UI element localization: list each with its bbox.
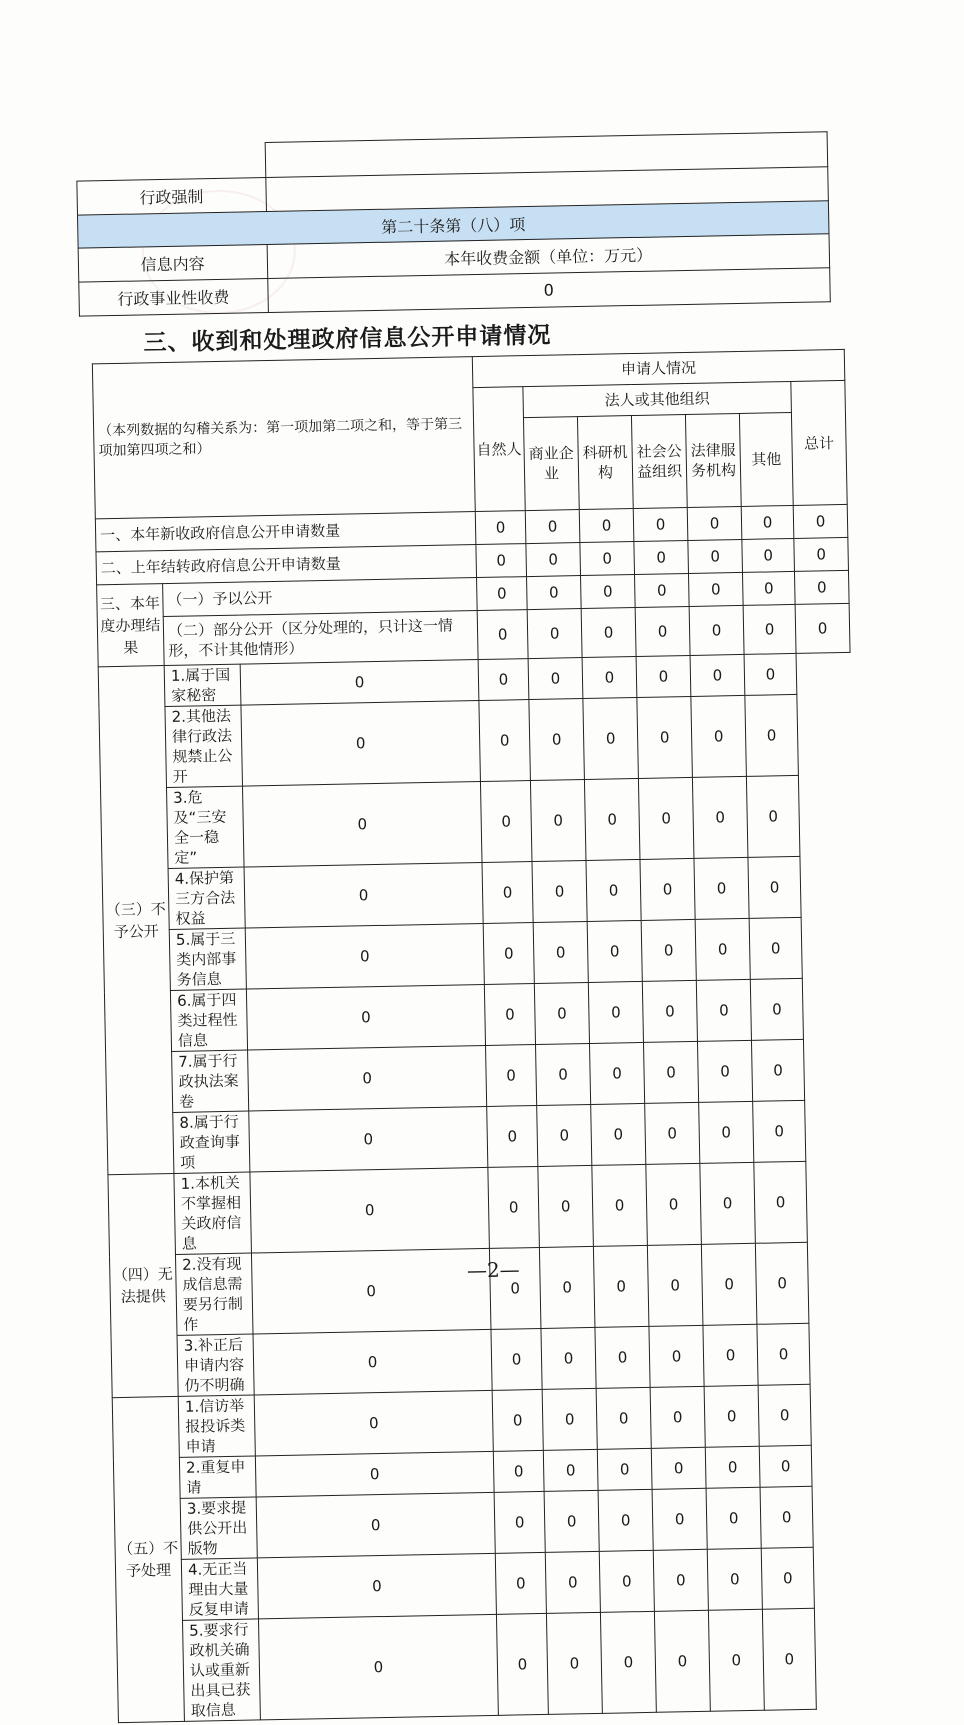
count-cell: 0 bbox=[244, 862, 483, 928]
count-cell: 0 bbox=[689, 605, 744, 655]
count-cell: 0 bbox=[640, 858, 695, 920]
count-cell: 0 bbox=[542, 1388, 597, 1450]
table-row bbox=[108, 1160, 861, 1255]
count-cell: 0 bbox=[749, 917, 802, 979]
count-cell: 0 bbox=[256, 1492, 495, 1558]
count-cell: 0 bbox=[598, 1489, 653, 1551]
row-label: 6.属于四类过程性信息 bbox=[170, 989, 247, 1051]
count-cell: 0 bbox=[587, 920, 642, 982]
row-label: 一、本年新收政府信息公开申请数量 bbox=[95, 512, 476, 552]
count-cell: 0 bbox=[696, 979, 751, 1041]
count-cell: 0 bbox=[649, 1325, 704, 1387]
section-heading: 三、收到和处理政府信息公开申请情况 bbox=[143, 322, 552, 357]
admin-fee-label: 行政事业性收费 bbox=[79, 279, 268, 317]
count-cell: 0 bbox=[634, 540, 689, 574]
result-category: 三、本年度办理结果 bbox=[97, 584, 165, 667]
count-cell: 0 bbox=[479, 700, 531, 782]
count-cell: 0 bbox=[650, 1386, 705, 1448]
count-cell: 0 bbox=[258, 1614, 498, 1720]
row-label: 5.要求行政机关确认或重新出具已获取信息 bbox=[182, 1619, 260, 1721]
count-cell: 0 bbox=[694, 857, 749, 919]
count-cell: 0 bbox=[589, 1042, 644, 1104]
admin-fee-value: 0 bbox=[267, 268, 830, 313]
count-cell: 0 bbox=[544, 1490, 599, 1552]
count-cell: 0 bbox=[748, 856, 801, 918]
applicant-header: 申请人情况 bbox=[472, 349, 845, 387]
count-cell: 0 bbox=[254, 1390, 493, 1456]
count-cell: 0 bbox=[700, 1162, 756, 1244]
row-label: 二、上年结转政府信息公开申请数量 bbox=[96, 545, 477, 585]
count-cell: 0 bbox=[597, 1448, 652, 1490]
table-row bbox=[117, 1607, 871, 1722]
count-cell: 0 bbox=[477, 610, 528, 660]
count-cell: 0 bbox=[494, 1491, 545, 1553]
row-label: 2.没有现成信息需要另行制作 bbox=[175, 1253, 253, 1335]
count-cell: 0 bbox=[641, 919, 696, 981]
count-cell: 0 bbox=[688, 539, 743, 573]
count-cell: 0 bbox=[751, 1039, 804, 1101]
count-cell: 0 bbox=[741, 505, 794, 539]
legal-entity-header: 法人或其他组织 bbox=[523, 381, 792, 417]
row-label: 2.其他法律行政法规禁止公开 bbox=[165, 705, 243, 787]
count-cell: 0 bbox=[707, 1548, 762, 1610]
count-cell: 0 bbox=[753, 1100, 806, 1162]
count-cell: 0 bbox=[483, 923, 534, 985]
count-cell: 0 bbox=[755, 1242, 809, 1324]
enforcement-label: 行政强制 bbox=[77, 178, 266, 216]
count-cell: 0 bbox=[690, 654, 745, 696]
count-cell: 0 bbox=[596, 1387, 651, 1449]
count-cell: 0 bbox=[697, 1040, 752, 1102]
col-other: 其他 bbox=[739, 412, 793, 506]
count-cell: 0 bbox=[759, 1445, 812, 1487]
count-cell: 0 bbox=[704, 1385, 759, 1447]
col-business: 商业企业 bbox=[523, 417, 579, 511]
count-cell: 0 bbox=[600, 1611, 656, 1713]
row-label: 3.要求提供公开出版物 bbox=[180, 1497, 257, 1559]
count-cell: 0 bbox=[646, 1163, 702, 1245]
article-band: 第二十条第（八）项 bbox=[78, 201, 829, 248]
count-cell: 0 bbox=[527, 609, 582, 659]
count-cell: 0 bbox=[475, 511, 526, 545]
count-cell: 0 bbox=[757, 1323, 810, 1385]
count-cell: 0 bbox=[541, 1327, 596, 1389]
count-cell: 0 bbox=[795, 603, 850, 653]
count-cell: 0 bbox=[484, 984, 535, 1046]
count-cell: 0 bbox=[492, 1389, 543, 1451]
count-cell: 0 bbox=[527, 576, 582, 610]
count-cell: 0 bbox=[528, 658, 583, 700]
count-cell: 0 bbox=[257, 1553, 496, 1619]
count-cell: 0 bbox=[580, 542, 635, 576]
count-cell: 0 bbox=[652, 1488, 707, 1550]
count-cell: 0 bbox=[793, 504, 848, 538]
count-cell: 0 bbox=[745, 694, 799, 776]
count-cell: 0 bbox=[687, 506, 742, 540]
count-cell: 0 bbox=[691, 695, 747, 777]
count-cell: 0 bbox=[583, 697, 639, 779]
count-cell: 0 bbox=[633, 507, 688, 541]
count-cell: 0 bbox=[251, 1248, 491, 1334]
count-cell: 0 bbox=[588, 981, 643, 1043]
count-cell: 0 bbox=[245, 923, 484, 989]
count-cell: 0 bbox=[647, 1244, 703, 1326]
count-cell: 0 bbox=[241, 701, 481, 787]
count-cell: 0 bbox=[582, 656, 637, 698]
count-cell: 0 bbox=[599, 1550, 654, 1612]
count-cell: 0 bbox=[545, 1551, 600, 1613]
page-number: —2— bbox=[466, 1257, 520, 1283]
row-label: 3.补正后申请内容仍不明确 bbox=[177, 1334, 254, 1396]
count-cell: 0 bbox=[708, 1609, 764, 1711]
count-cell: 0 bbox=[593, 1245, 649, 1327]
count-cell: 0 bbox=[595, 1326, 650, 1388]
count-cell: 0 bbox=[651, 1447, 706, 1489]
count-cell: 0 bbox=[242, 782, 482, 868]
row-label: 1.本机关不掌握相关政府信息 bbox=[174, 1172, 252, 1254]
deny-group bbox=[98, 652, 860, 1174]
row-label: 7.属于行政执法案卷 bbox=[172, 1050, 249, 1112]
row-label: 1.属于国家秘密 bbox=[164, 664, 241, 706]
count-cell: 0 bbox=[635, 573, 690, 607]
col-legal-service: 法律服务机构 bbox=[685, 413, 741, 507]
count-cell: 0 bbox=[744, 653, 797, 695]
count-cell: 0 bbox=[480, 781, 532, 863]
count-cell: 0 bbox=[643, 1041, 698, 1103]
count-cell: 0 bbox=[525, 510, 580, 544]
row-label: 8.属于行政查询事项 bbox=[173, 1111, 250, 1173]
count-cell: 0 bbox=[761, 1547, 814, 1609]
count-cell: 0 bbox=[581, 608, 636, 658]
count-cell: 0 bbox=[529, 699, 585, 781]
count-cell: 0 bbox=[760, 1486, 813, 1548]
table-row bbox=[99, 693, 852, 788]
count-cell: 0 bbox=[705, 1446, 760, 1488]
count-cell: 0 bbox=[645, 1102, 700, 1164]
count-cell: 0 bbox=[637, 696, 693, 778]
count-cell: 0 bbox=[584, 778, 640, 860]
row-label: （二）部分公开（区分处理的，只计这一情形，不计其他情形） bbox=[163, 611, 478, 666]
count-cell: 0 bbox=[742, 571, 795, 605]
count-cell: 0 bbox=[642, 980, 697, 1042]
count-cell: 0 bbox=[758, 1384, 811, 1446]
col-public-welfare: 社会公益组织 bbox=[631, 415, 687, 509]
disclosure-request-table bbox=[92, 349, 871, 1723]
count-cell: 0 bbox=[487, 1105, 538, 1167]
row-label: （一）予以公开 bbox=[163, 578, 478, 617]
count-cell: 0 bbox=[688, 572, 743, 606]
col-total: 总计 bbox=[791, 380, 847, 505]
row-label: 3.危及“三安全一稳定” bbox=[167, 786, 245, 868]
count-cell: 0 bbox=[496, 1613, 548, 1715]
count-cell: 0 bbox=[240, 660, 479, 706]
count-cell: 0 bbox=[653, 1549, 708, 1611]
count-cell: 0 bbox=[706, 1487, 761, 1549]
count-cell: 0 bbox=[255, 1451, 494, 1497]
count-cell: 0 bbox=[250, 1167, 490, 1253]
count-cell: 0 bbox=[538, 1165, 594, 1247]
count-cell: 0 bbox=[478, 659, 529, 701]
table-row bbox=[101, 774, 854, 869]
row-label: 4.无正当理由大量反复申请 bbox=[181, 1558, 258, 1620]
sub-category-deny: （三）不予公开 bbox=[98, 666, 174, 1175]
count-cell: 0 bbox=[488, 1166, 540, 1248]
count-cell: 0 bbox=[536, 1043, 591, 1105]
count-cell: 0 bbox=[701, 1243, 757, 1325]
count-cell: 0 bbox=[476, 544, 527, 578]
count-cell: 0 bbox=[794, 537, 849, 571]
count-cell: 0 bbox=[703, 1324, 758, 1386]
info-content-label: 信息内容 bbox=[78, 245, 267, 283]
count-cell: 0 bbox=[592, 1164, 648, 1246]
count-cell: 0 bbox=[754, 1161, 808, 1243]
count-cell: 0 bbox=[794, 570, 849, 604]
count-cell: 0 bbox=[591, 1103, 646, 1165]
sub-category-unable: （四）无法提供 bbox=[108, 1173, 178, 1397]
noprocess-group bbox=[112, 1383, 870, 1722]
row-label: 1.信访举报投诉类申请 bbox=[178, 1395, 255, 1457]
count-cell: 0 bbox=[533, 921, 588, 983]
count-cell: 0 bbox=[743, 604, 796, 654]
count-cell: 0 bbox=[246, 984, 485, 1050]
count-cell: 0 bbox=[253, 1329, 492, 1395]
count-cell: 0 bbox=[638, 777, 694, 859]
row-label: 2.重复申请 bbox=[179, 1456, 256, 1498]
count-cell: 0 bbox=[493, 1450, 544, 1492]
count-cell: 0 bbox=[699, 1101, 754, 1163]
col-research: 科研机构 bbox=[577, 416, 633, 510]
count-cell: 0 bbox=[486, 1045, 537, 1107]
count-cell: 0 bbox=[543, 1449, 598, 1491]
count-cell: 0 bbox=[534, 982, 589, 1044]
count-cell: 0 bbox=[750, 978, 803, 1040]
count-cell: 0 bbox=[537, 1104, 592, 1166]
fee-table bbox=[76, 131, 831, 316]
count-cell: 0 bbox=[477, 577, 528, 611]
count-cell: 0 bbox=[581, 575, 636, 609]
count-cell: 0 bbox=[695, 918, 750, 980]
count-cell: 0 bbox=[546, 1612, 602, 1714]
reconciliation-note: （本列数据的勾稽关系为：第一项加第二项之和，等于第三项加第四项之和） bbox=[92, 357, 475, 519]
fee-amount-header: 本年收费金额（单位：万元） bbox=[267, 234, 830, 279]
count-cell: 0 bbox=[526, 543, 581, 577]
count-cell: 0 bbox=[491, 1328, 542, 1390]
count-cell: 0 bbox=[482, 862, 533, 924]
count-cell: 0 bbox=[762, 1608, 816, 1710]
count-cell: 0 bbox=[489, 1247, 541, 1329]
count-cell: 0 bbox=[495, 1552, 546, 1614]
count-cell: 0 bbox=[635, 606, 690, 656]
count-cell: 0 bbox=[654, 1610, 710, 1712]
count-cell: 0 bbox=[636, 655, 691, 697]
row-label: 4.保护第三方合法权益 bbox=[168, 867, 245, 929]
count-cell: 0 bbox=[249, 1106, 488, 1172]
count-cell: 0 bbox=[746, 775, 800, 857]
count-cell: 0 bbox=[692, 776, 748, 858]
sub-category-noprocess: （五）不予处理 bbox=[112, 1396, 184, 1722]
count-cell: 0 bbox=[742, 538, 795, 572]
row-label: 5.属于三类内部事务信息 bbox=[169, 928, 246, 990]
col-natural-person: 自然人 bbox=[473, 387, 525, 512]
count-cell: 0 bbox=[586, 859, 641, 921]
count-cell: 0 bbox=[530, 780, 586, 862]
count-cell: 0 bbox=[579, 509, 634, 543]
count-cell: 0 bbox=[248, 1045, 487, 1111]
count-cell: 0 bbox=[539, 1246, 595, 1328]
count-cell: 0 bbox=[532, 860, 587, 922]
